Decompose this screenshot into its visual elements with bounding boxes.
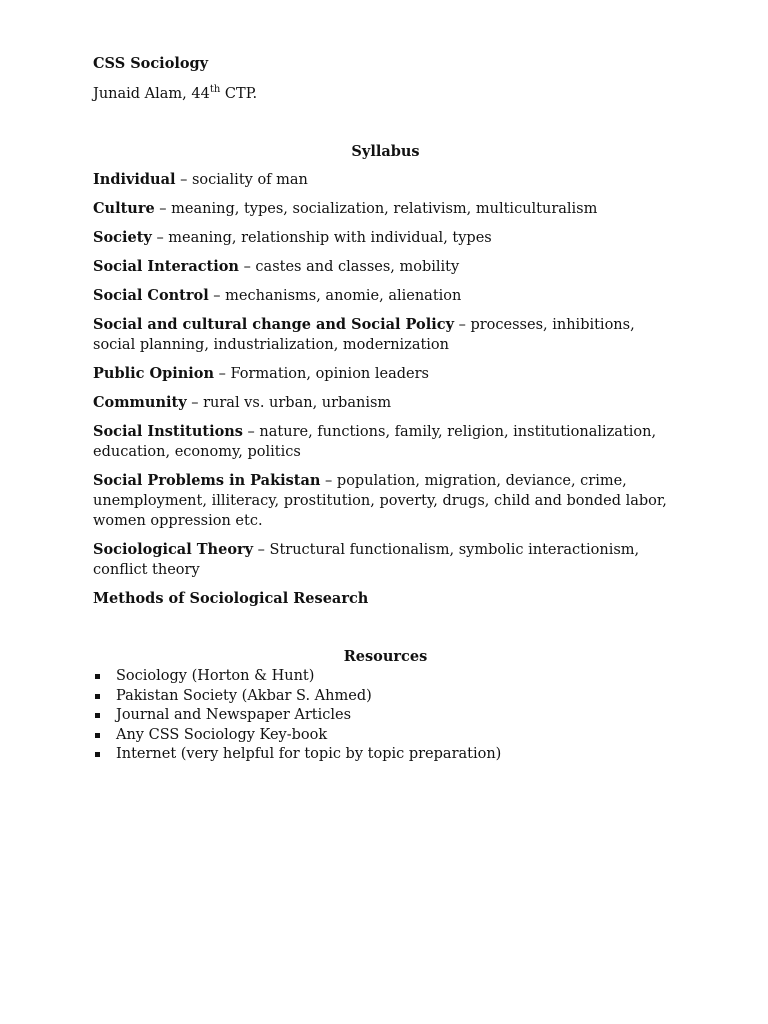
document-title: CSS Sociology [93, 55, 209, 72]
syllabus-topic: Social Control [93, 287, 209, 304]
syllabus-topic: Social and cultural change and Social Policy [93, 316, 454, 333]
square-bullet-icon [95, 733, 100, 738]
resource-text: Any CSS Sociology Key-book [116, 726, 328, 743]
resource-text: Journal and Newspaper Articles [116, 707, 352, 723]
syllabus-detail: – sociality of man [175, 172, 308, 188]
syllabus-detail: – meaning, types, socialization, relativism, multiculturalism [154, 201, 598, 217]
syllabus-item [93, 257, 678, 277]
syllabus-item [93, 364, 678, 384]
syllabus-detail: – Structural functionalism, symbolic interactionism, conflict theory [93, 542, 640, 578]
resource-item [93, 667, 678, 687]
syllabus-item [93, 199, 678, 219]
resource-text: Sociology (Horton & Hunt) [116, 668, 315, 684]
syllabus-detail: – meaning, relationship with individual, types [151, 230, 492, 246]
syllabus-topic: Public Opinion [93, 365, 215, 382]
syllabus-item [93, 228, 678, 248]
resource-text: Internet (very helpful for topic by topic preparation) [116, 746, 502, 762]
syllabus-topic: Sociological Theory [93, 541, 254, 558]
syllabus-item [93, 589, 678, 609]
resource-item [93, 745, 678, 765]
syllabus-detail: – castes and classes, mobility [238, 259, 460, 275]
syllabus-item [93, 471, 678, 531]
resource-item [93, 687, 678, 707]
syllabus-topic: Community [93, 394, 187, 411]
syllabus-topic: Social Institutions [93, 423, 243, 440]
syllabus-item [93, 170, 678, 190]
square-bullet-icon [95, 694, 100, 699]
syllabus-detail: – mechanisms, anomie, alienation [208, 288, 462, 304]
syllabus-detail: – rural vs. urban, urbanism [186, 395, 392, 411]
resource-text: Pakistan Society (Akbar S. Ahmed) [116, 687, 372, 704]
author-ordinal-suffix: th [209, 84, 221, 95]
syllabus-topic: Methods of Sociological Research [93, 590, 369, 607]
syllabus-topic: Society [93, 229, 152, 246]
syllabus-topic: Culture [93, 200, 155, 217]
square-bullet-icon [95, 752, 100, 757]
syllabus-item [93, 393, 678, 413]
syllabus-heading: Syllabus [351, 143, 420, 160]
syllabus-topic: Social Problems in Pakistan [93, 472, 321, 489]
author-name: Junaid Alam, 44 [93, 86, 210, 102]
syllabus-detail: – Formation, opinion leaders [214, 366, 429, 382]
resources-list [93, 667, 678, 765]
syllabus-list [93, 170, 678, 609]
syllabus-item [93, 286, 678, 306]
square-bullet-icon [95, 713, 100, 718]
syllabus-item [93, 315, 678, 355]
resource-item [93, 726, 678, 746]
syllabus-item [93, 540, 678, 580]
syllabus-detail: – nature, functions, family, religion, institutionalization, education, economy, politics [93, 424, 657, 460]
author-line [93, 84, 678, 104]
syllabus-item [93, 422, 678, 462]
syllabus-topic: Social Interaction [93, 258, 239, 275]
author-batch: CTP. [220, 86, 258, 102]
syllabus-detail: – population, migration, deviance, crime, unemployment, illiteracy, prostitution, poverty, drugs, child and bonded labor, women oppression etc. [93, 473, 667, 529]
syllabus-topic: Individual [93, 171, 176, 188]
resource-item [93, 706, 678, 726]
syllabus-detail: – processes, inhibitions, social planning, industrialization, modernization [93, 317, 635, 353]
resources-heading: Resources [343, 648, 428, 665]
square-bullet-icon [95, 674, 100, 679]
